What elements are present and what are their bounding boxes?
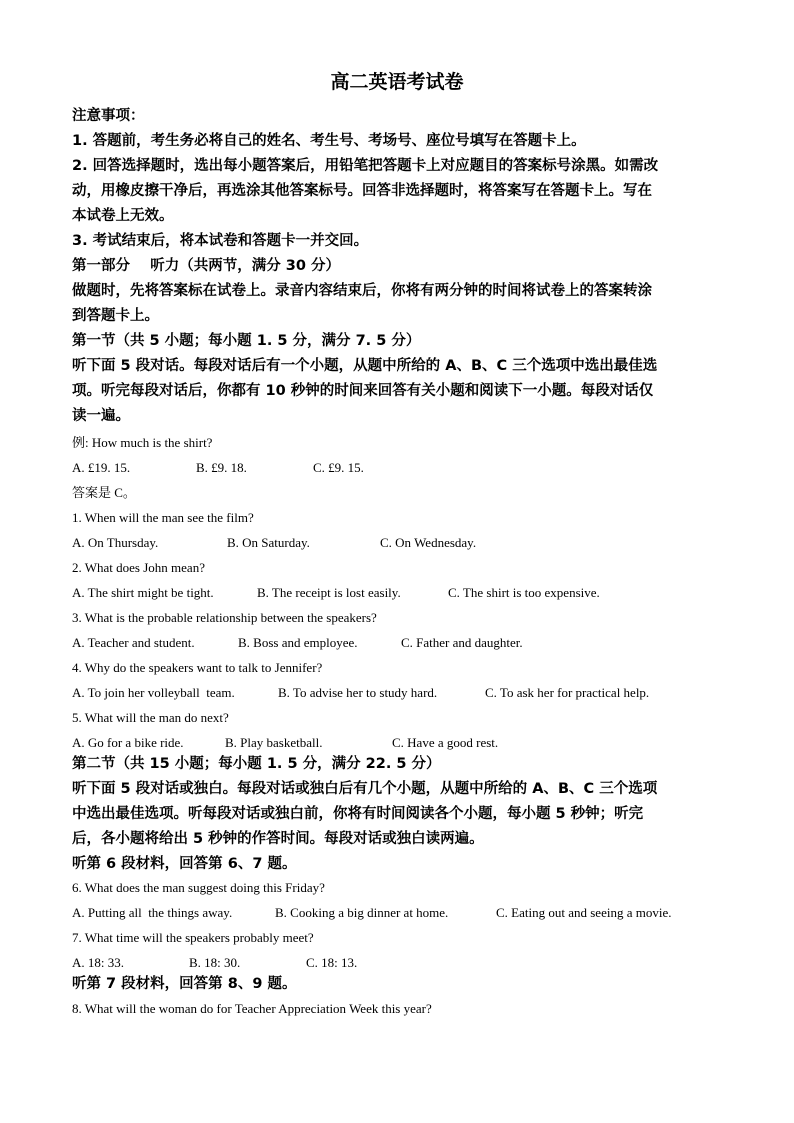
option-c: C. On Wednesday. [380, 535, 477, 550]
section1-intro: 听下面 5 段对话。每段对话后有一个小题，从题中所给的 A、B、C 三个选项中选出最佳选 [72, 358, 658, 374]
option-a: A. Go for a bike ride. [72, 735, 184, 750]
notice-item: 本试卷上无效。 [72, 208, 174, 224]
option-b: B. 18: 30. [189, 955, 241, 970]
question-2: 2. What does John mean? [72, 560, 205, 575]
notice-item: 2. 回答选择题时，选出每小题答案后，用铅笔把答题卡上对应题目的答案标号涂黑。如需改 [72, 158, 659, 174]
section1-intro: 读一遍。 [72, 408, 130, 424]
option-a: A. 18: 33. [72, 955, 124, 970]
option-c: C. To ask her for practical help. [485, 685, 650, 700]
option-a: A. £19. 15. [72, 460, 131, 475]
option-b: B. To advise her to study hard. [278, 685, 438, 700]
part1-heading: 第一部分 听力（共两节，满分 30 分） [72, 258, 340, 274]
option-a: A. The shirt might be tight. [72, 585, 214, 600]
section1-intro: 项。听完每段对话后，你都有 10 秒钟的时间来回答有关小题和阅读下一小题。每段对话仅 [72, 383, 654, 399]
part1-intro: 到答题卡上。 [72, 308, 159, 324]
question-1: 1. When will the man see the film? [72, 510, 254, 525]
option-c: C. 18: 13. [306, 955, 358, 970]
exam-content [72, 104, 722, 1017]
question-5: 5. What will the man do next? [72, 710, 229, 725]
example-question: 例: How much is the shirt? [72, 435, 213, 450]
section1-heading: 第一节（共 5 小题；每小题 1. 5 分，满分 7. 5 分） [72, 333, 421, 349]
option-c: C. Have a good rest. [392, 735, 499, 750]
option-c: C. Father and daughter. [401, 635, 523, 650]
option-b: B. Cooking a big dinner at home. [275, 905, 449, 920]
option-c: C. £9. 15. [313, 460, 364, 475]
part1-intro: 做题时，先将答案标在试卷上。录音内容结束后，你将有两分钟的时间将试卷上的答案转涂 [72, 283, 652, 299]
option-c: C. Eating out and seeing a movie. [496, 905, 672, 920]
notice-item: 3. 考试结束后，将本试卷和答题卡一并交回。 [72, 233, 369, 249]
question-6-options [72, 905, 722, 921]
material-6-heading: 听第 6 段材料，回答第 6、7 题。 [72, 856, 297, 872]
question-3: 3. What is the probable relationship between the speakers? [72, 610, 377, 625]
section2-intro: 听下面 5 段对话或独白。每段对话或独白后有几个小题，从题中所给的 A、B、C 三个选项 [72, 781, 658, 797]
notice-heading: 注意事项： [72, 108, 145, 124]
question-3-options [72, 635, 722, 651]
question-4: 4. Why do the speakers want to talk to Jennifer? [72, 660, 323, 675]
question-7: 7. What time will the speakers probably meet? [72, 930, 314, 945]
section2-intro: 中选出最佳选项。听每段对话或独白前，你将有时间阅读各个小题，每小题 5 秒钟；听完 [72, 806, 644, 822]
option-a: A. Putting all the things away. [72, 905, 233, 920]
notice-item: 1. 答题前，考生务必将自己的姓名、考生号、考场号、座位号填写在答题卡上。 [72, 133, 586, 149]
option-b: B. Boss and employee. [238, 635, 358, 650]
section2-intro: 后，各小题将给出 5 秒钟的作答时间。每段对话或独白读两遍。 [72, 831, 484, 847]
question-4-options [72, 685, 722, 701]
option-b: B. The receipt is lost easily. [257, 585, 401, 600]
option-a: A. On Thursday. [72, 535, 159, 550]
notice-item: 动，用橡皮擦干净后，再选涂其他答案标号。回答非选择题时，将答案写在答题卡上。写在 [72, 183, 652, 199]
question-7-options [72, 955, 722, 971]
option-a: A. Teacher and student. [72, 635, 195, 650]
section2-heading: 第二节（共 15 小题；每小题 1. 5 分，满分 22. 5 分） [72, 756, 441, 772]
question-5-options [72, 735, 722, 751]
example-answer: 答案是 C。 [72, 485, 136, 500]
page-title: 高二英语考试卷 [330, 71, 464, 93]
example-options [72, 460, 722, 476]
question-2-options [72, 585, 722, 601]
question-6: 6. What does the man suggest doing this Friday? [72, 880, 325, 895]
option-b: B. £9. 18. [196, 460, 247, 475]
option-a: A. To join her volleyball team. [72, 685, 235, 700]
option-b: B. Play basketball. [225, 735, 323, 750]
option-c: C. The shirt is too expensive. [448, 585, 600, 600]
material-7-heading: 听第 7 段材料，回答第 8、9 题。 [72, 976, 297, 992]
question-8: 8. What will the woman do for Teacher Appreciation Week this year? [72, 1001, 432, 1016]
question-1-options [72, 535, 722, 551]
option-b: B. On Saturday. [227, 535, 310, 550]
